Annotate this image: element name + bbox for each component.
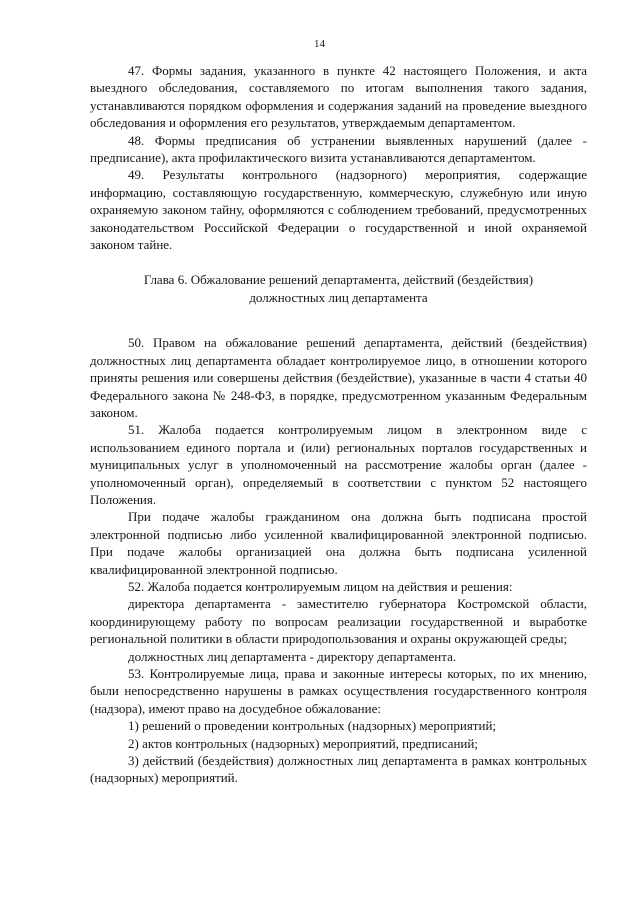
paragraph-51-signature: При подаче жалобы гражданином она должна быть подписана простой электронной подписью либо усиленной квалифицированной электронной подписью. При подаче жалобы организацией она должна быть подписана усиленной квалифицированной электронной подписью. [90,509,587,577]
paragraph-52-director: директора департамента - заместителю губернатора Костромской области, координирующему работу по вопросам реализации государственной и выработке региональной политики в области природопользования и охраны окружающей среды; [90,596,587,647]
paragraph-53: 53. Контролируемые лица, права и законные интересы которых, по их мнению, были непосредственно нарушены в рамках осуществления государственного контроля (надзора), имеют право на досудебное обжалование: [90,666,587,716]
paragraph-51: 51. Жалоба подается контролируемым лицом в электронном виде с использованием единого портала и (или) региональных порталов государственных и муниципальных услуг в уполномоченный на рассмотрение жалобы орган (далее - уполномоченный орган), определяемый в соответствии с пунктом 52 настоящего Положения. [90,422,587,507]
paragraph-48: 48. Формы предписания об устранении выявленных нарушений (далее - предписание), акта профилактического визита устанавливаются департаментом. [90,132,587,166]
paragraph-52: 52. Жалоба подается контролируемым лицом на действия и решения: [128,578,513,594]
list-item-3: 3) действий (бездействия) должностных лиц департамента в рамках контрольных (надзорных) мероприятий. [90,753,587,786]
list-item-2: 2) актов контрольных (надзорных) мероприятий, предписаний; [128,735,478,751]
chapter-heading-line-1: Глава 6. Обжалование решений департамента, действий (бездействия) [143,272,534,288]
page-number: 14 [314,38,325,50]
chapter-heading [90,271,587,306]
list-item-1: 1) решений о проведении контрольных (надзорных) мероприятий; [128,718,497,734]
paragraph-49: 49. Результаты контрольного (надзорного) мероприятия, содержащие информацию, составляющую государственную, коммерческую, служебную или иную охраняемую законом тайну, оформляются с соблюдением требований, предусмотренных законодательством Российской Федерации о государственной и иной охраняемой законом тайне. [90,167,587,253]
document-body [90,62,587,787]
paragraph-47: 47. Формы задания, указанного в пункте 42 настоящего Положения, и акта выездного обследования, составляемого по итогам выполнения такого задания, устанавливаются порядком оформления и содержания заданий на проведение выездного обследования и оформления его результатов, утверждаемым департаментом. [90,63,587,131]
chapter-heading-line-2: должностных лиц департамента [249,289,428,305]
paragraph-50: 50. Правом на обжалование решений департамента, действий (бездействия) должностных лиц департамента обладает контролируемое лицо, в отношении которого приняты решения или совершены действия (бездействие), указанные в части 4 статьи 40 Федерального закона № 248-ФЗ, в порядке, предусмотренном указанным Федеральным законом. [90,335,587,420]
paragraph-52-officials: должностных лиц департамента - директору департамента. [128,648,457,664]
